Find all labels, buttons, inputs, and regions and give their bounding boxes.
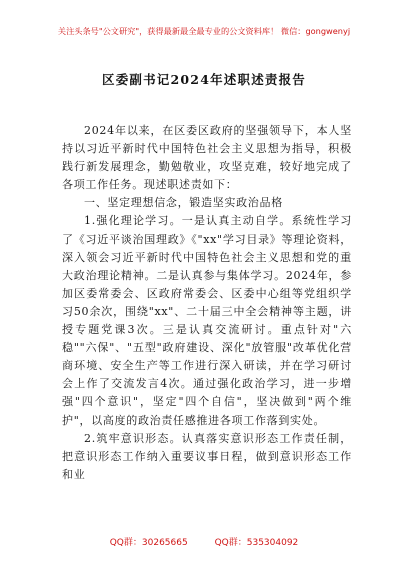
paragraph-theory-study: 1.强化理论学习。一是认真主动自学。系统性学习了《习近平谈治国理政》《"xx"学习目录》等理论资料，深入领会习近平新时代中国特色社会主义思想和党的重大政治理论精神。二是认真参与集体学习。2024年，参加区委常委会、区政府常委会、区委中心组等党组织学习50余次，围绕"xx"、二十届三中全会精神等主题，讲授专题党课3次。三是认真交流研讨。重点针对"六稳""六保"、"五型"政府建设、深化"放管服"改革优化营商环境、安全生产等工作进行深入研读，并在学习研讨会上作了交流发言4次。通过强化政治学习，进一步增强"四个意识"，坚定"四个自信"，坚决做到"两个维护"，以高度的政治责任感推进各项工作落到实处。 [62, 214, 352, 427]
document-body [62, 122, 352, 484]
qq-group-1: QQ群：30265665 [109, 538, 188, 548]
qq-group-2: QQ群：535304092 [214, 538, 299, 548]
paragraph-ideology: 2.筑牢意识形态。认真落实意识形态工作责任制，把意识形态工作纳入重要议事日程，做到意识形态工作和业 [62, 431, 352, 481]
intro-paragraph: 2024年以来，在区委区政府的坚强领导下，本人坚持以习近平新时代中国特色社会主义思想为指导，积极践行新发展理念，勤勉敬业，攻坚克难，较好地完成了各项工作任务。现述职述责如下： [62, 124, 352, 192]
promo-banner: 关注头条号"公文研究"，获得最新最全最专业的公文资料库！ 微信：gongwenyj [57, 26, 351, 36]
document-title: 区委副书记2024年述职述责报告 [102, 72, 306, 87]
footer-contacts [0, 535, 408, 548]
section-heading-1: 一、坚定理想信念，锻造坚实政治品格 [84, 196, 283, 210]
